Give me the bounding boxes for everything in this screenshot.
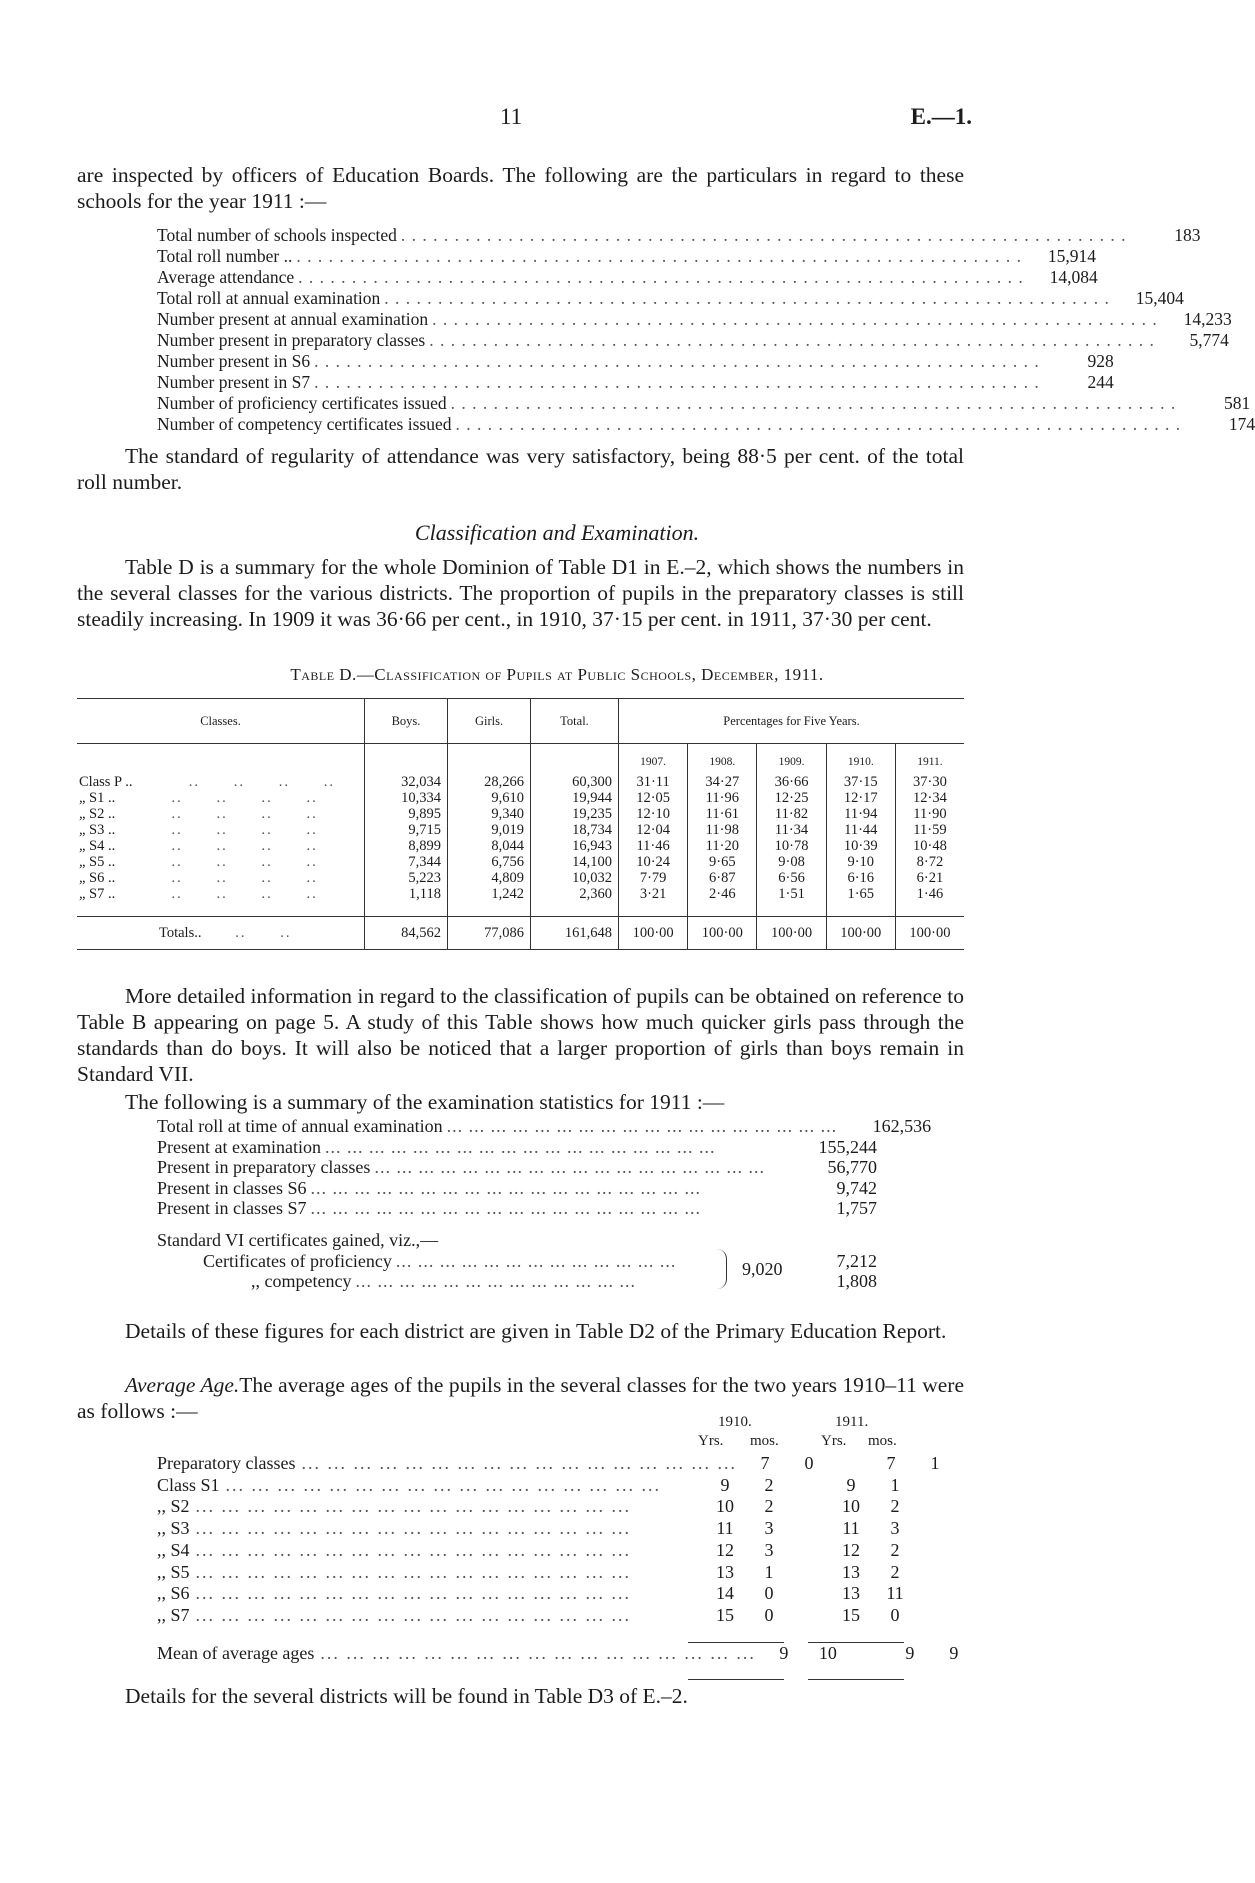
leader-dots: .. .. .. .. bbox=[115, 822, 318, 838]
age-label: ,, S7 bbox=[157, 1604, 190, 1625]
exam-stat-label: Present in classes S6 bbox=[157, 1177, 307, 1198]
certificates-heading: Standard VI certificates gained, viz.,— bbox=[157, 1230, 439, 1250]
percent-cell: 9·08 bbox=[757, 854, 826, 870]
exam-stat-label: Present in preparatory classes bbox=[157, 1157, 371, 1178]
age-months-1911: 3 bbox=[890, 1518, 900, 1539]
exam-stat-label: Present in classes S7 bbox=[157, 1198, 307, 1219]
header-total: Total. bbox=[531, 699, 619, 744]
exam-stat-value: 9,742 bbox=[836, 1177, 877, 1198]
average-age-paragraph bbox=[77, 1372, 964, 1424]
stat-row bbox=[157, 246, 1096, 267]
percent-cell: 6·56 bbox=[757, 870, 826, 886]
leader-dots: ... ... ... ... ... ... ... ... ... ... ... ... ... ... ... ... ... bbox=[195, 1518, 632, 1539]
year-header: 1909. bbox=[757, 744, 826, 771]
totals-girls: 77,086 bbox=[448, 917, 531, 950]
age-months-1911: 1 bbox=[890, 1474, 900, 1495]
leader-dots: . . . . . . . . . . . . . . . . . . . . . . . . . . . . . . . . . . . . . . . . . . . . . . . . . . . . . . . . . . . . . . . . . . . . bbox=[384, 288, 1110, 308]
class-label: „ S3 .. bbox=[79, 822, 116, 838]
age-mos-1911: mos. bbox=[868, 1433, 897, 1449]
percent-cell: 37·30 bbox=[895, 770, 964, 790]
exam-stat-row bbox=[157, 1178, 877, 1199]
boys-cell: 8,899 bbox=[365, 838, 448, 854]
girls-cell: 1,242 bbox=[448, 886, 531, 917]
girls-cell: 9,610 bbox=[448, 790, 531, 806]
age-months-1910: 0 bbox=[804, 1453, 814, 1473]
exam-stat-label: Total roll at time of annual examination bbox=[157, 1116, 443, 1136]
header-girls: Girls. bbox=[448, 699, 531, 744]
header-boys: Boys. bbox=[365, 699, 448, 744]
leader-dots: .. .. .. .. bbox=[115, 790, 318, 806]
percent-cell: 12·04 bbox=[619, 822, 688, 838]
age-mos-1910: mos. bbox=[750, 1433, 779, 1449]
stat-row bbox=[157, 414, 1255, 435]
percent-cell: 3·21 bbox=[619, 886, 688, 917]
age-months-1910: 2 bbox=[764, 1496, 774, 1517]
percent-cell: 12·34 bbox=[895, 790, 964, 806]
table-d-row bbox=[77, 806, 964, 822]
age-months-1910: 3 bbox=[764, 1518, 774, 1539]
percent-cell: 37·15 bbox=[826, 770, 895, 790]
total-cell: 60,300 bbox=[531, 770, 619, 790]
table-d-row bbox=[77, 854, 964, 870]
total-cell: 16,943 bbox=[531, 838, 619, 854]
exam-stat-label: Present at examination bbox=[157, 1136, 321, 1157]
stat-row bbox=[157, 225, 1201, 246]
stat-label: Number present in S7 bbox=[157, 372, 311, 392]
table-d-row bbox=[77, 870, 964, 886]
exam-stats-list bbox=[157, 1116, 932, 1219]
year-spacer bbox=[365, 744, 448, 771]
leader-dots: . . . . . . . . . . . . . . . . . . . . . . . . . . . . . . . . . . . . . . . . . . . . . . . . . . . . . . . . . . . . . . . . . . . . bbox=[298, 267, 1024, 287]
age-rule-top-1910 bbox=[688, 1642, 784, 1643]
exam-stat-row bbox=[157, 1137, 877, 1158]
leader-dots: ... ... ... ... ... ... ... ... ... ... ... ... ... ... ... ... ... bbox=[195, 1604, 632, 1625]
page-number: 11 bbox=[500, 104, 523, 129]
percent-cell: 1·46 bbox=[895, 886, 964, 917]
age-label: ,, S2 bbox=[157, 1496, 190, 1517]
age-years-1911: 9 bbox=[846, 1474, 856, 1495]
age-years-1911: 13 bbox=[842, 1561, 860, 1582]
age-months-1911: 1 bbox=[930, 1453, 940, 1473]
classification-paragraph: Table D is a summary for the whole Dominion of Table D1 in E.–2, which shows the numbers in the several classes for the various districts. The proportion of pupils in the preparatory classes is still steadily increasing. In 1909 it was 36·66 per cent., in 1910, 37·15 per cent. in 1911, 37·30 per cent. bbox=[77, 555, 964, 631]
class-label: „ S7 .. bbox=[79, 886, 116, 902]
leader-dots: ... ... ... ... ... ... ... ... ... ... ... ... ... ... ... ... ... bbox=[195, 1496, 632, 1517]
boys-cell: 32,034 bbox=[365, 770, 448, 790]
leader-dots: .. .. .. .. bbox=[115, 870, 318, 886]
summary-intro: The following is a summary of the examination statistics for 1911 :— bbox=[125, 1090, 725, 1114]
age-years-1911: 9 bbox=[905, 1642, 915, 1663]
average-age-table bbox=[157, 1453, 959, 1664]
age-row bbox=[157, 1642, 959, 1665]
girls-cell: 8,044 bbox=[448, 838, 531, 854]
stat-value: 928 bbox=[1087, 351, 1114, 371]
year-spacer bbox=[77, 744, 365, 771]
leader-dots: . . . . . . . . . . . . . . . . . . . . . . . . . . . . . . . . . . . . . . . . . . . . . . . . . . . . . . . . . . . . . . . . . . . . bbox=[296, 246, 1022, 266]
class-cell bbox=[77, 822, 365, 838]
table-d-totals-row bbox=[77, 917, 964, 950]
detail-paragraph: More detailed information in regard to the classification of pupils can be obtained on reference to Table B appearing on page 5. A study of this Table shows how much quicker girls pass through the standards than do boys. It will also be noticed that a larger proportion of girls than boys remain in Standard VII. bbox=[77, 984, 964, 1086]
totals-percent: 100·00 bbox=[619, 917, 688, 950]
average-age-lead: Average Age. bbox=[125, 1373, 240, 1397]
leader-dots: ... ... ... ... ... ... ... ... ... ... ... ... ... ... ... ... ... bbox=[320, 1642, 756, 1663]
stat-value: 174 bbox=[1228, 414, 1255, 434]
age-row bbox=[157, 1605, 917, 1627]
age-months-1910: 1 bbox=[764, 1561, 774, 1582]
leader-dots: ... ... ... ... ... ... ... ... ... ... ... ... ... ... ... ... ... ... bbox=[374, 1157, 765, 1178]
girls-cell: 4,809 bbox=[448, 870, 531, 886]
age-years-1910: 15 bbox=[716, 1604, 734, 1625]
totals-total: 161,648 bbox=[531, 917, 619, 950]
stat-row bbox=[157, 372, 1114, 393]
stat-label: Number present in preparatory classes bbox=[157, 330, 426, 350]
age-years-1910: 9 bbox=[779, 1642, 789, 1663]
percent-cell: 6·87 bbox=[688, 870, 757, 886]
percent-cell: 36·66 bbox=[757, 770, 826, 790]
age-yrs-1910: Yrs. bbox=[698, 1433, 724, 1449]
percent-cell: 9·10 bbox=[826, 854, 895, 870]
details-primary-paragraph: Details of these figures for each district are given in Table D2 of the Primary Education Report. bbox=[125, 1319, 947, 1343]
exam-stat-value: 56,770 bbox=[827, 1157, 877, 1178]
year-header: 1911. bbox=[895, 744, 964, 771]
age-months-1910: 0 bbox=[764, 1604, 774, 1625]
leader-dots: .. .. .. .. bbox=[115, 886, 318, 902]
total-cell: 14,100 bbox=[531, 854, 619, 870]
exam-stat-row bbox=[157, 1116, 932, 1137]
class-cell bbox=[77, 790, 365, 806]
table-d-header-row bbox=[77, 699, 964, 744]
age-yrs-1911: Yrs. bbox=[821, 1433, 847, 1449]
age-row bbox=[157, 1496, 917, 1518]
age-year-1911: 1911. bbox=[835, 1414, 869, 1430]
percent-cell: 11·98 bbox=[688, 822, 757, 838]
age-year-1910: 1910. bbox=[718, 1414, 752, 1430]
age-months-1911: 2 bbox=[890, 1496, 900, 1517]
percent-cell: 6·16 bbox=[826, 870, 895, 886]
percent-cell: 7·79 bbox=[619, 870, 688, 886]
total-cell: 2,360 bbox=[531, 886, 619, 917]
percent-cell: 31·11 bbox=[619, 770, 688, 790]
leader-dots: ... ... ... ... ... ... ... ... ... ... ... ... ... ... ... ... ... ... bbox=[446, 1116, 838, 1136]
section-heading: Classification and Examination. bbox=[414, 520, 700, 545]
competency-row: ,, competency ... ... ... ... ... ... ... ... ... ... ... ... ... 1,808 bbox=[251, 1271, 877, 1292]
table-d-caption: Table D.—Classification of Pupils at Public Schools, December, 1911. bbox=[290, 665, 824, 684]
table-d-row bbox=[77, 790, 964, 806]
leader-dots: . . . . . . . . . . . . . . . . . . . . . . . . . . . . . . . . . . . . . . . . . . . . . . . . . . . . . . . . . . . . . . . . . . . . bbox=[450, 393, 1177, 413]
leader-dots: .. .. .. .. bbox=[115, 854, 318, 870]
total-cell: 19,235 bbox=[531, 806, 619, 822]
class-label: „ S6 .. bbox=[79, 870, 116, 886]
percent-cell: 34·27 bbox=[688, 770, 757, 790]
age-row bbox=[157, 1453, 940, 1475]
percent-cell: 12·25 bbox=[757, 790, 826, 806]
leader-dots: . . . . . . . . . . . . . . . . . . . . . . . . . . . . . . . . . . . . . . . . . . . . . . . . . . . . . . . . . . . . . . . . . . . . bbox=[455, 414, 1182, 434]
leader-dots: .. .. bbox=[201, 925, 292, 941]
header-classes: Classes. bbox=[77, 699, 365, 744]
age-years-1910: 14 bbox=[716, 1583, 734, 1604]
age-months-1911: 11 bbox=[886, 1583, 904, 1604]
leader-dots: ... ... ... ... ... ... ... ... ... ... ... ... ... ... ... ... ... ... bbox=[310, 1198, 701, 1219]
age-years-1910: 11 bbox=[716, 1518, 734, 1539]
age-label: ,, S4 bbox=[157, 1539, 190, 1560]
total-cell: 10,032 bbox=[531, 870, 619, 886]
percent-cell: 10·48 bbox=[895, 838, 964, 854]
page-header bbox=[0, 104, 1114, 134]
age-months-1911: 2 bbox=[890, 1539, 900, 1560]
class-label: „ S1 .. bbox=[79, 790, 116, 806]
footer-paragraph: Details for the several districts will be found in Table D3 of E.–2. bbox=[125, 1684, 688, 1708]
regularity-paragraph: The standard of regularity of attendance was very satisfactory, being 88·5 per cent. of the total roll number. bbox=[77, 444, 964, 494]
exam-stat-value: 155,244 bbox=[818, 1136, 877, 1157]
competency-label: ,, competency bbox=[251, 1271, 352, 1292]
totals-percent: 100·00 bbox=[826, 917, 895, 950]
leader-dots: .. .. .. .. bbox=[132, 774, 335, 790]
percent-cell: 11·44 bbox=[826, 822, 895, 838]
stat-row bbox=[157, 393, 1251, 414]
class-label: „ S5 .. bbox=[79, 854, 116, 870]
percent-cell: 11·34 bbox=[757, 822, 826, 838]
percent-cell: 8·72 bbox=[895, 854, 964, 870]
stat-row bbox=[157, 267, 1098, 288]
percent-cell: 10·39 bbox=[826, 838, 895, 854]
percent-cell: 11·96 bbox=[688, 790, 757, 806]
leader-dots: . . . . . . . . . . . . . . . . . . . . . . . . . . . . . . . . . . . . . . . . . . . . . . . . . . . . . . . . . . . . . . . . . . . . bbox=[429, 330, 1155, 350]
age-label: Mean of average ages bbox=[157, 1642, 315, 1663]
percent-cell: 11·90 bbox=[895, 806, 964, 822]
percent-cell: 9·65 bbox=[688, 854, 757, 870]
stat-value: 5,774 bbox=[1189, 330, 1229, 350]
age-years-1911: 11 bbox=[842, 1518, 860, 1539]
totals-label: Totals.. bbox=[159, 925, 202, 941]
leader-dots: ... ... ... ... ... ... ... ... ... ... ... ... ... ... ... ... ... bbox=[195, 1539, 632, 1560]
boys-cell: 1,118 bbox=[365, 886, 448, 917]
leader-dots: ... ... ... ... ... ... ... ... ... ... ... ... ... ... ... ... ... ... bbox=[324, 1136, 716, 1157]
leader-dots: . . . . . . . . . . . . . . . . . . . . . . . . . . . . . . . . . . . . . . . . . . . . . . . . . . . . . . . . . . . . . . . . . . . . bbox=[314, 372, 1040, 392]
age-months-1910: 0 bbox=[764, 1583, 774, 1604]
stat-value: 14,084 bbox=[1049, 267, 1098, 287]
percent-cell: 11·46 bbox=[619, 838, 688, 854]
stat-value: 581 bbox=[1223, 393, 1251, 413]
stat-row bbox=[157, 288, 1184, 309]
leader-dots: . . . . . . . . . . . . . . . . . . . . . . . . . . . . . . . . . . . . . . . . . . . . . . . . . . . . . . . . . . . . . . . . . . . . bbox=[314, 351, 1040, 371]
age-years-1911: 7 bbox=[886, 1453, 896, 1473]
class-cell bbox=[77, 854, 365, 870]
class-label: „ S2 .. bbox=[79, 806, 116, 822]
age-row bbox=[157, 1583, 917, 1605]
table-d-row bbox=[77, 838, 964, 854]
leader-dots: ... ... ... ... ... ... ... ... ... ... ... ... ... ... ... ... ... ... bbox=[310, 1177, 701, 1198]
year-header: 1910. bbox=[826, 744, 895, 771]
percent-cell: 11·20 bbox=[688, 838, 757, 854]
totals-boys: 84,562 bbox=[365, 917, 448, 950]
girls-cell: 28,266 bbox=[448, 770, 531, 790]
age-years-1910: 9 bbox=[720, 1474, 730, 1495]
age-years-1910: 12 bbox=[716, 1539, 734, 1560]
class-cell bbox=[77, 770, 365, 790]
stat-label: Number present in S6 bbox=[157, 351, 311, 371]
leader-dots: ... ... ... ... ... ... ... ... ... ... ... ... ... ... ... ... ... bbox=[225, 1474, 662, 1495]
leader-dots: ... ... ... ... ... ... ... ... ... ... ... ... ... ... ... ... ... bbox=[195, 1583, 632, 1604]
age-years-1910: 10 bbox=[716, 1496, 734, 1517]
table-d-year-row bbox=[77, 744, 964, 771]
exam-stat-row bbox=[157, 1198, 877, 1219]
certificates-heading-row bbox=[157, 1230, 877, 1251]
stat-value: 15,914 bbox=[1047, 246, 1096, 266]
percent-cell: 11·94 bbox=[826, 806, 895, 822]
proficiency-label: Certificates of proficiency bbox=[203, 1250, 392, 1271]
age-years-1910: 7 bbox=[760, 1453, 770, 1473]
age-row bbox=[157, 1518, 917, 1540]
percent-cell: 11·61 bbox=[688, 806, 757, 822]
boys-cell: 10,334 bbox=[365, 790, 448, 806]
exam-stat-value: 1,757 bbox=[836, 1198, 877, 1219]
year-header: 1908. bbox=[688, 744, 757, 771]
average-age-text: The average ages of the pupils in the several classes for the two years 1910–11 were as follows :— bbox=[77, 1373, 964, 1423]
stat-label: Number of proficiency certificates issued bbox=[157, 393, 447, 413]
girls-cell: 9,340 bbox=[448, 806, 531, 822]
boys-cell: 7,344 bbox=[365, 854, 448, 870]
class-cell bbox=[77, 838, 365, 854]
stat-row bbox=[157, 330, 1229, 351]
class-cell bbox=[77, 870, 365, 886]
leader-dots: ... ... ... ... ... ... ... ... ... ... ... ... ... ... ... ... ... bbox=[301, 1453, 737, 1473]
boys-cell: 9,895 bbox=[365, 806, 448, 822]
age-rule-bottom-1910 bbox=[688, 1679, 784, 1680]
leader-dots: .. .. .. .. bbox=[115, 806, 318, 822]
stat-value: 183 bbox=[1174, 225, 1201, 245]
age-label: ,, S5 bbox=[157, 1561, 190, 1582]
girls-cell: 6,756 bbox=[448, 854, 531, 870]
percent-cell: 12·10 bbox=[619, 806, 688, 822]
exam-stat-value: 162,536 bbox=[872, 1116, 932, 1136]
table-d-row bbox=[77, 822, 964, 838]
age-rule-bottom-1911 bbox=[808, 1679, 904, 1680]
age-years-1911: 15 bbox=[842, 1604, 860, 1625]
leader-dots: ... ... ... ... ... ... ... ... ... ... ... ... ... ... ... ... ... bbox=[195, 1561, 632, 1582]
inspected-stats-list bbox=[157, 225, 1255, 435]
stat-label: Average attendance bbox=[157, 267, 295, 287]
table-d-row bbox=[77, 770, 964, 790]
proficiency-row: Certificates of proficiency ... ... ... ... ... ... ... ... ... ... ... ... ... 7,212 bbox=[203, 1250, 877, 1271]
stat-row bbox=[157, 309, 1232, 330]
stat-label: Total roll at annual examination bbox=[157, 288, 381, 308]
age-label: Class S1 bbox=[157, 1474, 220, 1495]
stat-label: Number of competency certificates issued bbox=[157, 414, 452, 434]
boys-cell: 9,715 bbox=[365, 822, 448, 838]
class-cell bbox=[77, 806, 365, 822]
table-d bbox=[77, 698, 964, 950]
header-percentages: Percentages for Five Years. bbox=[619, 699, 965, 744]
report-code: E.—1. bbox=[910, 104, 972, 129]
percent-cell: 2·46 bbox=[688, 886, 757, 917]
age-row bbox=[157, 1475, 917, 1497]
year-header: 1907. bbox=[619, 744, 688, 771]
percent-cell: 10·78 bbox=[757, 838, 826, 854]
age-months-1911: 9 bbox=[949, 1642, 959, 1663]
age-label: Preparatory classes bbox=[157, 1453, 296, 1473]
percent-cell: 11·82 bbox=[757, 806, 826, 822]
age-years-1910: 13 bbox=[716, 1561, 734, 1582]
girls-cell: 9,019 bbox=[448, 822, 531, 838]
certificates-brace bbox=[716, 1249, 727, 1289]
age-rule-top-1911 bbox=[808, 1642, 904, 1643]
competency-value: 1,808 bbox=[836, 1271, 877, 1292]
percent-cell: 1·51 bbox=[757, 886, 826, 917]
age-label: ,, S6 bbox=[157, 1583, 190, 1604]
totals-cell bbox=[77, 917, 365, 950]
age-row bbox=[157, 1540, 917, 1562]
percent-cell: 11·59 bbox=[895, 822, 964, 838]
table-d-row bbox=[77, 886, 964, 917]
age-months-1910: 10 bbox=[818, 1642, 837, 1663]
stat-value: 15,404 bbox=[1135, 288, 1184, 308]
year-spacer bbox=[448, 744, 531, 771]
age-months-1911: 0 bbox=[890, 1604, 900, 1625]
age-months-1910: 3 bbox=[764, 1539, 774, 1560]
percent-cell: 6·21 bbox=[895, 870, 964, 886]
age-months-1911: 2 bbox=[890, 1561, 900, 1582]
stat-value: 14,233 bbox=[1183, 309, 1232, 329]
totals-percent: 100·00 bbox=[757, 917, 826, 950]
percent-cell: 10·24 bbox=[619, 854, 688, 870]
percent-cell: 12·17 bbox=[826, 790, 895, 806]
year-spacer bbox=[531, 744, 619, 771]
boys-cell: 5,223 bbox=[365, 870, 448, 886]
percent-cell: 12·05 bbox=[619, 790, 688, 806]
age-label: ,, S3 bbox=[157, 1518, 190, 1539]
stat-value: 244 bbox=[1087, 372, 1114, 392]
total-cell: 18,734 bbox=[531, 822, 619, 838]
leader-dots: . . . . . . . . . . . . . . . . . . . . . . . . . . . . . . . . . . . . . . . . . . . . . . . . . . . . . . . . . . . . . . . . . . . . bbox=[432, 309, 1158, 329]
age-row bbox=[157, 1562, 917, 1584]
stat-row bbox=[157, 351, 1114, 372]
totals-percent: 100·00 bbox=[895, 917, 964, 950]
stat-label: Total roll number .. bbox=[157, 246, 293, 266]
age-months-1910: 2 bbox=[764, 1474, 774, 1495]
intro-paragraph: are inspected by officers of Education Boards. The following are the particulars in regard to these schools for the year 1911 :— bbox=[77, 163, 964, 213]
totals-percent: 100·00 bbox=[688, 917, 757, 950]
age-years-1911: 12 bbox=[842, 1539, 860, 1560]
total-cell: 19,944 bbox=[531, 790, 619, 806]
class-cell bbox=[77, 886, 365, 917]
class-label: Class P .. bbox=[79, 774, 133, 790]
percent-cell: 1·65 bbox=[826, 886, 895, 917]
age-years-1911: 10 bbox=[842, 1496, 860, 1517]
certificates-total: 9,020 bbox=[742, 1259, 783, 1279]
exam-stat-row bbox=[157, 1157, 877, 1178]
leader-dots: . . . . . . . . . . . . . . . . . . . . . . . . . . . . . . . . . . . . . . . . . . . . . . . . . . . . . . . . . . . . . . . . . . . . bbox=[400, 225, 1127, 245]
stat-label: Number present at annual examination bbox=[157, 309, 429, 329]
age-years-1911: 13 bbox=[842, 1583, 860, 1604]
proficiency-value: 7,212 bbox=[836, 1250, 877, 1271]
leader-dots: .. .. .. .. bbox=[115, 838, 318, 854]
class-label: „ S4 .. bbox=[79, 838, 116, 854]
stat-label: Total number of schools inspected bbox=[157, 225, 397, 245]
